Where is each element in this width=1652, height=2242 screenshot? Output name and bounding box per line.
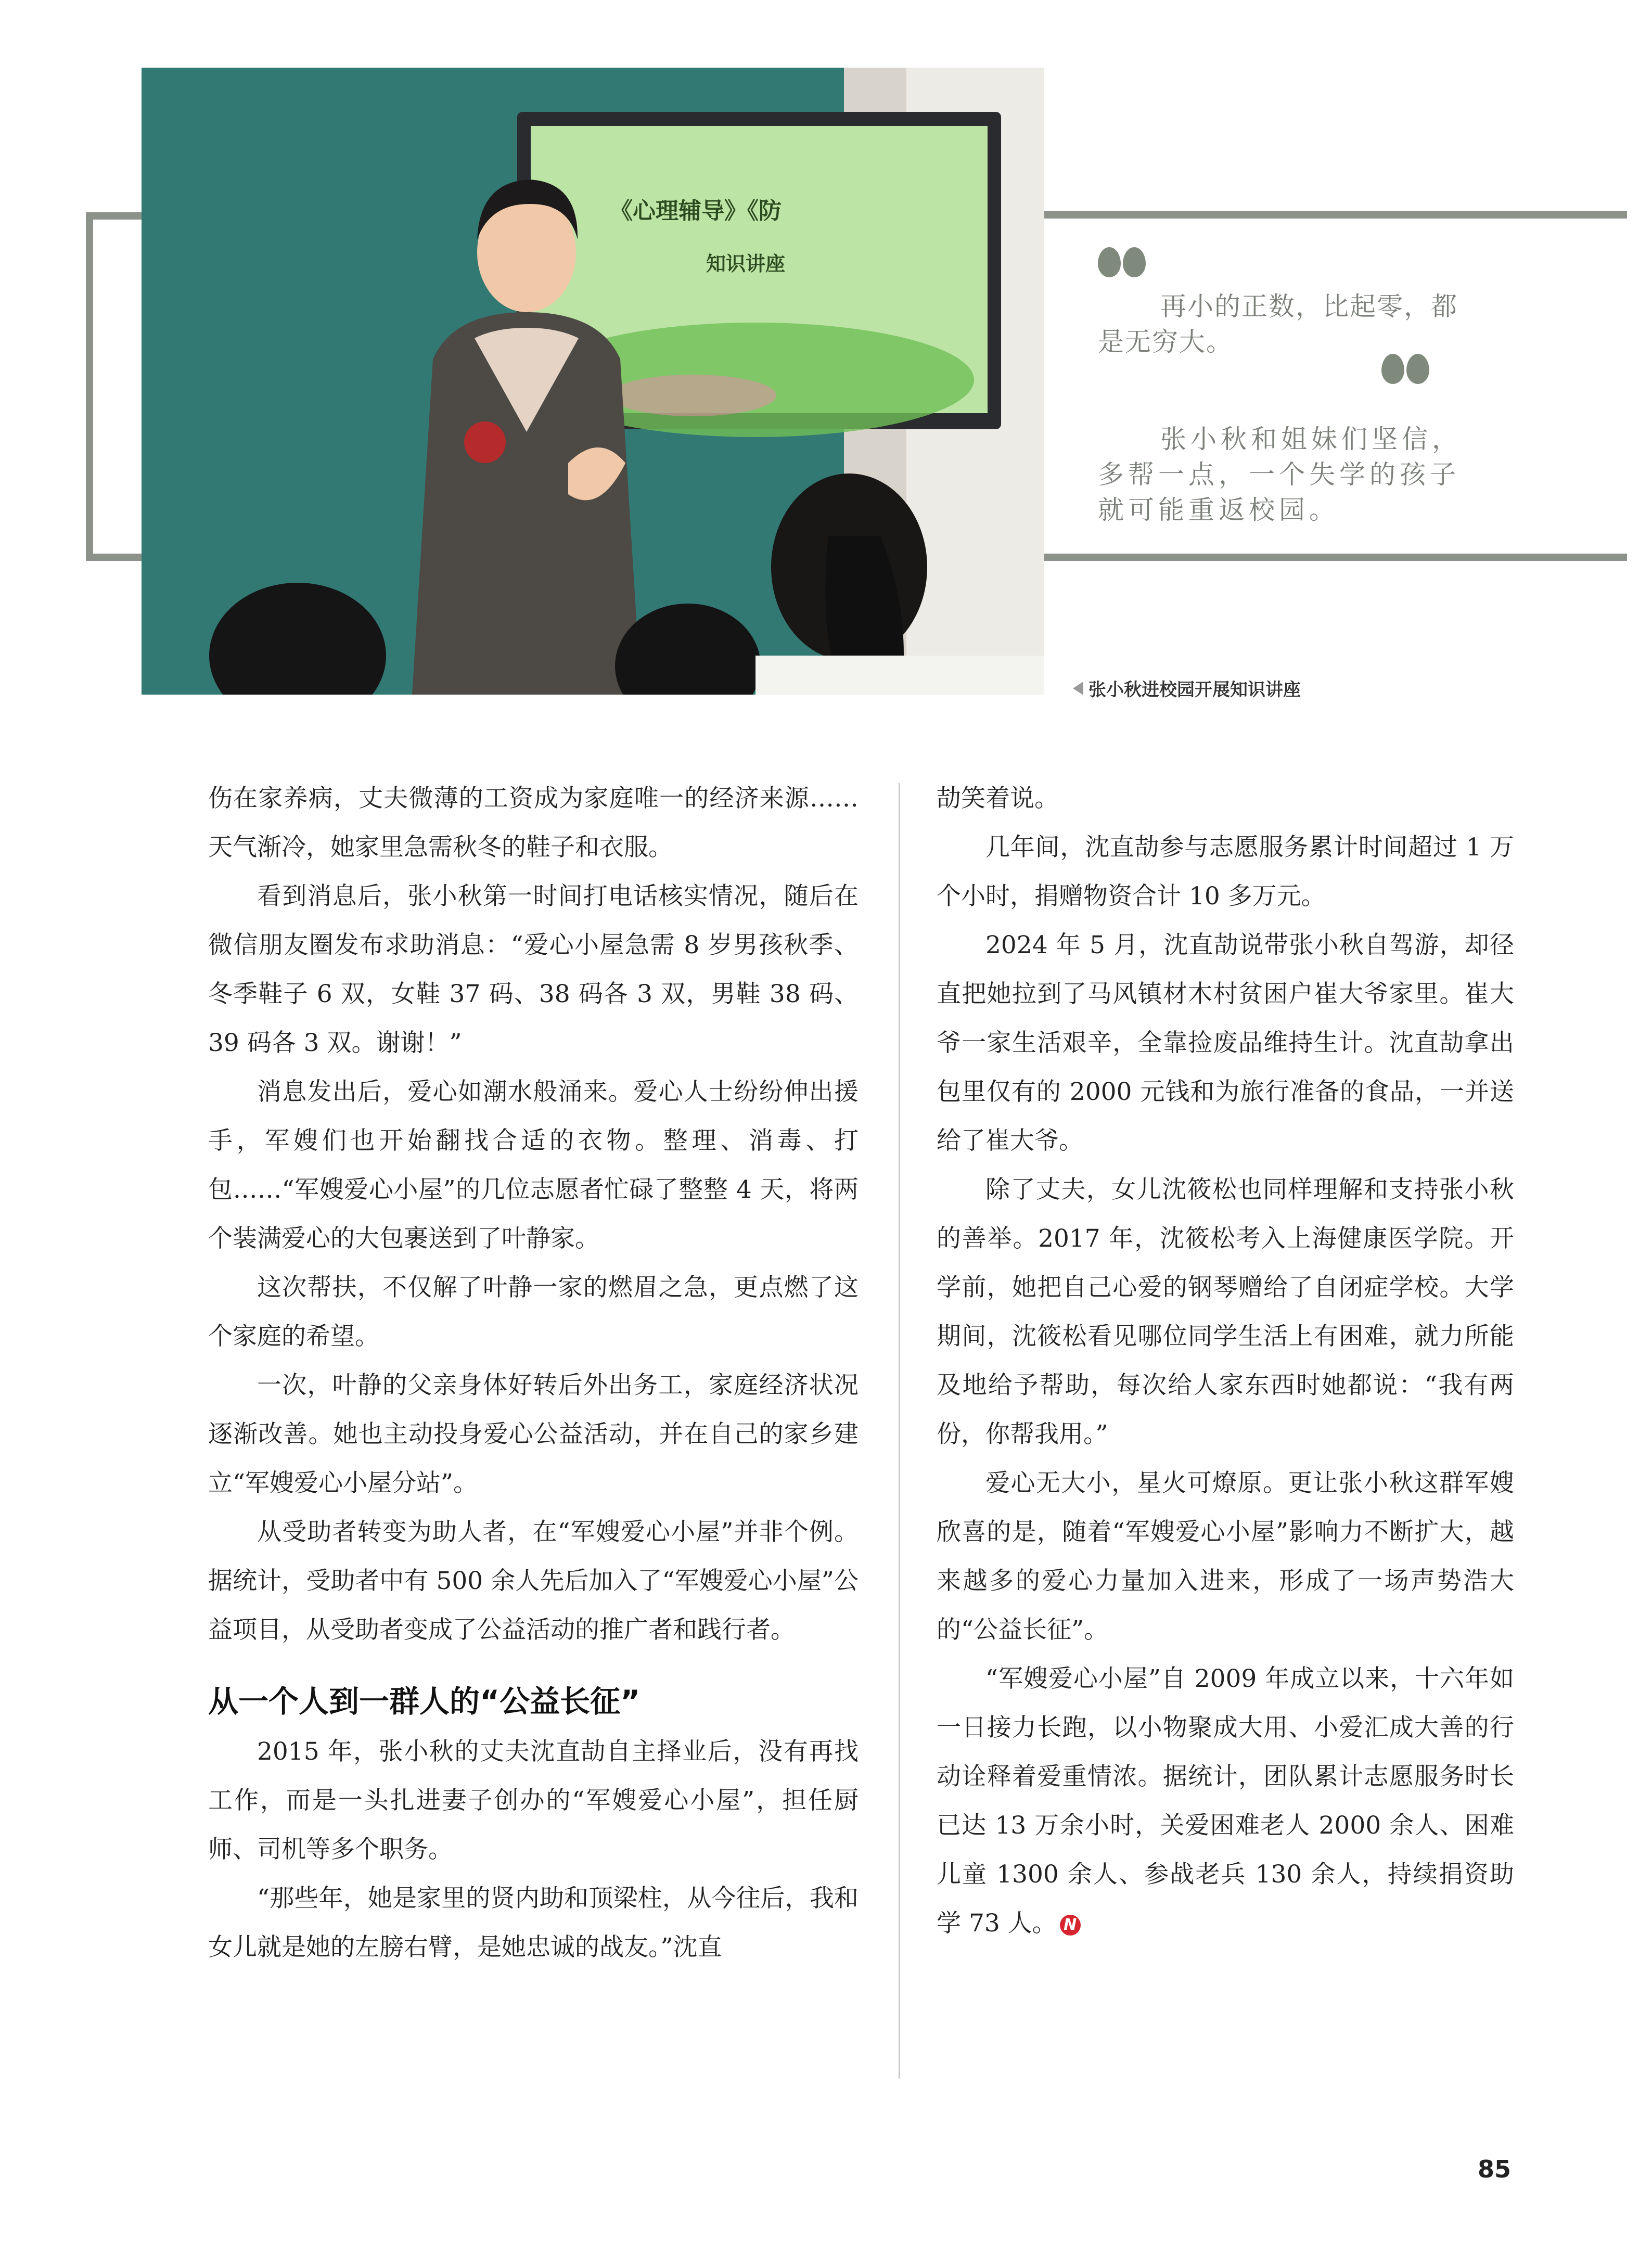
paragraph: 爱心无大小，星火可燎原。更让张小秋这群军嫂欣喜的是，随着“军嫂爱心小屋”影响力不断扩大，越来越多的爱心力量加入进来，形成了一场声势浩大的“公益长征”。 [937, 1469, 1514, 1644]
lecture-photo [142, 68, 1044, 695]
paragraph: 劼笑着说。 [937, 784, 1059, 813]
caption-arrow-icon [1073, 682, 1083, 695]
paragraph: 伤在家养病，丈夫微薄的工资成为家庭唯一的经济来源……天气渐冷，她家里急需秋冬的鞋子和衣服。 [208, 784, 859, 862]
paragraph: 从受助者转变为助人者，在“军嫂爱心小屋”并非个例。据统计，受助者中有 500 余人先后加入了“军嫂爱心小屋”公益项目，从受助者变成了公益活动的推广者和践行者。 [208, 1518, 859, 1644]
open-quote-icon [1098, 247, 1146, 277]
screen-title: 《心理辅导》《防 [610, 198, 782, 224]
paragraph: “那些年，她是家里的贤内助和顶梁柱，从今往后，我和女儿就是她的左膀右臂，是她忠诚的战友。”沈直 [208, 1884, 859, 1962]
right-column [937, 774, 1514, 1948]
end-mark-icon: N [1060, 1915, 1081, 1936]
paragraph: 几年间，沈直劼参与志愿服务累计时间超过 1 万个小时，捐赠物资合计 10 多万元。 [937, 833, 1514, 911]
pull-quote-2: 张小秋和姐妹们坚信，多帮一点，一个失学的孩子就可能重返校园。 [1098, 424, 1462, 525]
paragraph: 一次，叶静的父亲身体好转后外出务工，家庭经济状况逐渐改善。她也主动投身爱心公益活动，并在自己的家乡建立“军嫂爱心小屋分站”。 [208, 1371, 859, 1497]
close-quote-icon [1381, 354, 1429, 384]
paragraph: 2024 年 5 月，沈直劼说带张小秋自驾游，却径直把她拉到了马风镇材木村贫困户崔大爷家里。崔大爷一家生活艰辛，全靠捡废品维持生计。沈直劼拿出包里仅有的 2000 元钱和为旅行准备的食品，一并送给了崔大爷。 [937, 931, 1514, 1155]
paragraph: 消息发出后，爱心如潮水般涌来。爱心人士纷纷伸出援手，军嫂们也开始翻找合适的衣物。整理、消毒、打包……“军嫂爱心小屋”的几位志愿者忙碌了整整 4 天，将两个装满爱心的大包裹送到了叶静家。 [208, 1078, 859, 1253]
screen-subtitle: 知识讲座 [706, 252, 786, 275]
caption-text: 张小秋进校园开展知识讲座 [1088, 680, 1301, 700]
page-number: 85 [1478, 2155, 1512, 2183]
paragraph: 除了丈夫，女儿沈筱松也同样理解和支持张小秋的善举。2017 年，沈筱松考入上海健康医学院。开学前，她把自己心爱的钢琴赠给了自闭症学校。大学期间，沈筱松看见哪位同学生活上有困难，就力所能及地给予帮助，每次给人家东西时她都说：“我有两份，你帮我用。” [937, 1175, 1514, 1449]
frame-top-left [86, 212, 148, 220]
paragraph-text: “军嫂爱心小屋”自 2009 年成立以来，十六年如一日接力长跑，以小物聚成大用、小爱汇成大善的行动诠释着爱重情浓。据统计，团队累计志愿服务时长已达 13 万余小时，关爱困难老人 2000 余人、困难儿童 1300 余人、参战老兵 130 余人，持续捐资助学 73 人。 [937, 1664, 1514, 1938]
column-divider [899, 783, 900, 2079]
paragraph: 2015 年，张小秋的丈夫沈直劼自主择业后，没有再找工作，而是一头扎进妻子创办的“军嫂爱心小屋”，担任厨师、司机等多个职务。 [208, 1737, 859, 1864]
paragraph: 这次帮扶，不仅解了叶静一家的燃眉之急，更点燃了这个家庭的希望。 [208, 1273, 859, 1351]
pull-quote-1: 再小的正数，比起零，都是无穷大。 [1098, 291, 1458, 357]
frame-bottom-left [86, 554, 148, 561]
frame-bottom-right [1043, 554, 1627, 561]
left-column [208, 774, 859, 1972]
paragraph: 看到消息后，张小秋第一时间打电话核实情况，随后在微信朋友圈发布求助消息：“爱心小屋急需 8 岁男孩秋季、冬季鞋子 6 双，女鞋 37 码、38 码各 3 双，男鞋 38 码、39 码各 3 双。谢谢！” [208, 882, 859, 1057]
paragraph-final [937, 1655, 1514, 1948]
section-heading: 从一个人到一群人的“公益长征” [208, 1684, 641, 1719]
frame-top-right [1043, 211, 1627, 219]
photo-caption [1073, 675, 1301, 701]
frame-left [86, 212, 93, 561]
